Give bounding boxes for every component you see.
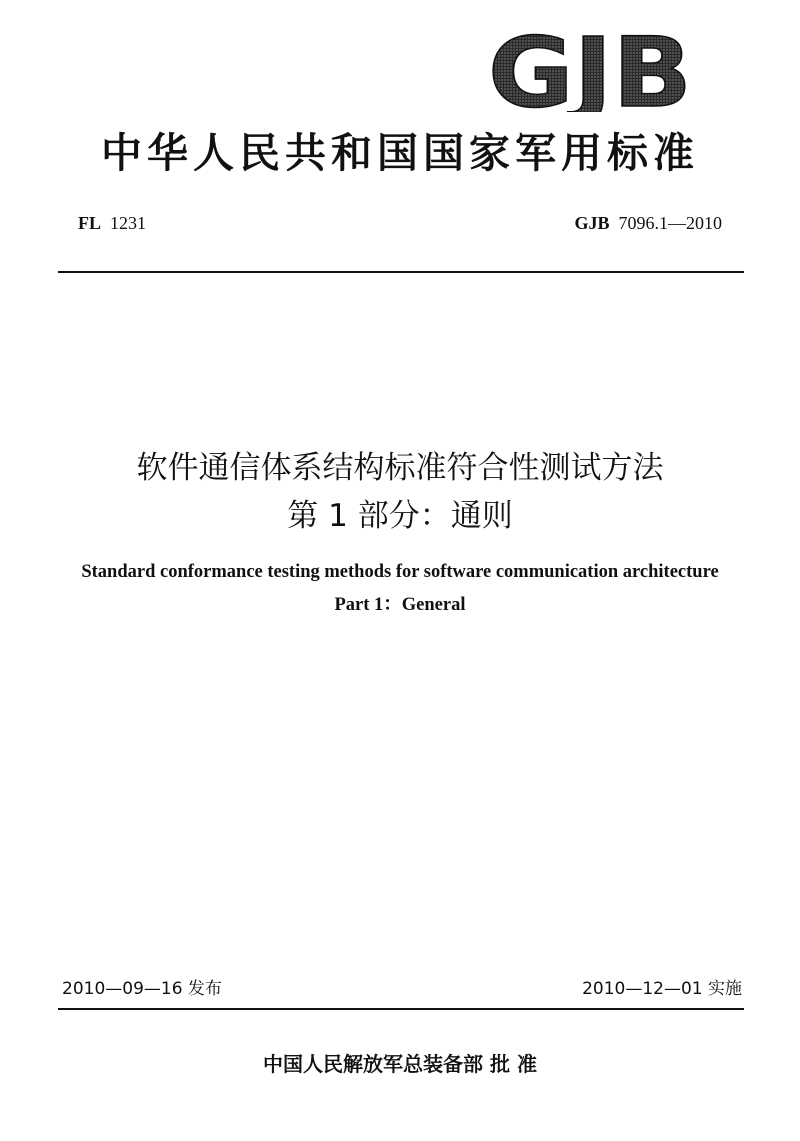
implementation-date: 2010—12—01 实施 bbox=[582, 979, 742, 999]
standard-prefix: GJB bbox=[574, 213, 610, 233]
footer-divider bbox=[58, 1008, 744, 1010]
classification-prefix: FL bbox=[78, 213, 102, 233]
title-en-line1: Standard conformance testing methods for software communication architecture bbox=[81, 562, 719, 582]
gjb-logo bbox=[486, 28, 694, 112]
title-zh-line2: 第 1 部分：通则 bbox=[287, 498, 513, 534]
classification-number: 1231 bbox=[110, 213, 147, 233]
title-zh-line1: 软件通信体系结构标准符合性测试方法 bbox=[136, 450, 664, 486]
standard-code bbox=[574, 213, 722, 234]
issue-date: 2010—09—16 发布 bbox=[62, 979, 222, 999]
title-en-line2: Part 1：General bbox=[334, 595, 466, 615]
issuing-country-title: 中华人民共和国国家军用标准 bbox=[101, 129, 699, 177]
header-divider bbox=[58, 271, 744, 273]
approving-authority: 中国人民解放军总装备部 批 准 bbox=[263, 1052, 537, 1076]
gjb-logo-text: GJB bbox=[488, 28, 692, 112]
classification-code bbox=[78, 213, 146, 234]
standard-number: 7096.1—2010 bbox=[618, 213, 722, 233]
